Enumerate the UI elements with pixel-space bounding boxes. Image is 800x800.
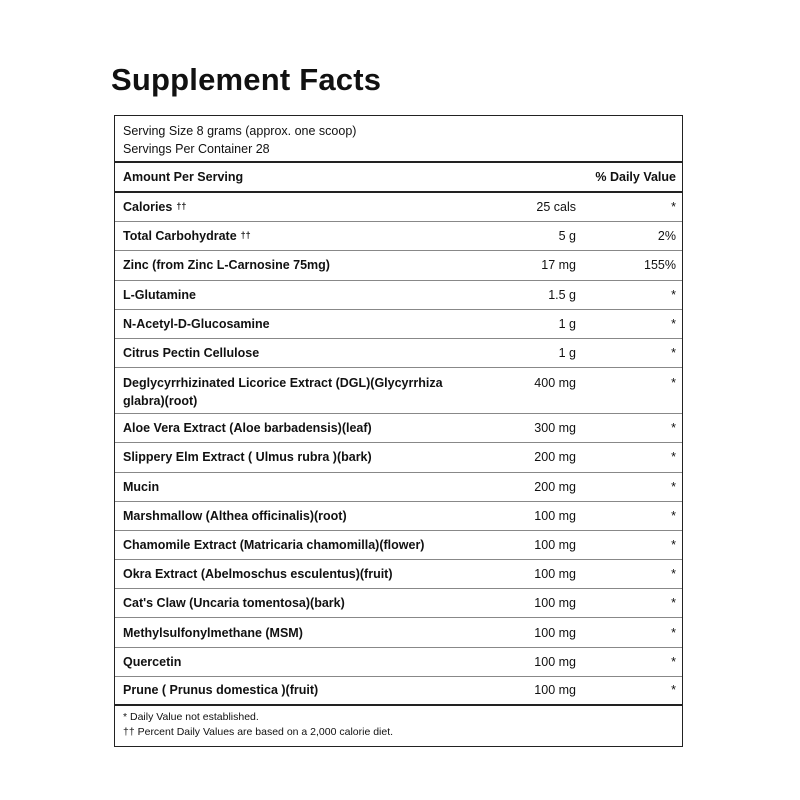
table-row [115, 368, 682, 414]
ingredient-daily-value: * [671, 479, 676, 494]
ingredient-name: Total Carbohydrate [123, 229, 237, 244]
ingredient-name: Okra Extract (Abelmoschus esculentus)(fruit) [123, 567, 393, 582]
ingredient-name: Slippery Elm Extract ( Ulmus rubra )(bark) [123, 450, 372, 465]
dagger-marker: †† [176, 201, 187, 212]
table-row [115, 560, 682, 589]
ingredient-name: Citrus Pectin Cellulose [123, 346, 260, 361]
ingredient-daily-value: 155% [644, 258, 676, 273]
ingredient-name: Quercetin [123, 654, 182, 669]
ingredient-daily-value: * [671, 683, 676, 698]
dagger-marker: †† [240, 230, 251, 241]
table-row [115, 339, 682, 368]
amount-per-serving-header: Amount Per Serving [123, 170, 244, 184]
table-row [115, 531, 682, 560]
ingredient-amount: 200 mg [534, 450, 576, 465]
ingredient-daily-value: * [671, 316, 676, 331]
ingredient-daily-value: * [671, 625, 676, 640]
ingredient-daily-value: * [671, 421, 676, 436]
table-row [115, 414, 682, 443]
ingredient-daily-value: * [671, 376, 676, 391]
ingredient-amount: 100 mg [534, 508, 576, 523]
ingredient-name: Prune ( Prunus domestica )(fruit) [123, 683, 319, 698]
supplement-facts-panel [114, 115, 683, 747]
ingredient-name: Cat's Claw (Uncaria tomentosa)(bark) [123, 596, 345, 611]
ingredient-amount: 200 mg [534, 479, 576, 494]
ingredient-amount: 1.5 g [548, 287, 576, 302]
ingredient-daily-value: * [671, 508, 676, 523]
ingredient-daily-value: 2% [657, 229, 676, 244]
ingredient-name: Mucin [123, 479, 160, 494]
ingredient-amount: 17 mg [541, 258, 576, 273]
table-header [115, 163, 682, 193]
ingredient-daily-value: * [671, 200, 676, 215]
serving-info [115, 116, 682, 163]
table-row [115, 677, 682, 706]
table-row [115, 443, 682, 472]
ingredient-name: Calories [123, 200, 173, 215]
servings-per-container: Servings Per Container 28 [123, 142, 270, 156]
daily-value-header: % Daily Value [595, 170, 676, 184]
ingredient-amount: 300 mg [534, 421, 576, 436]
ingredient-amount: 100 mg [534, 683, 576, 698]
ingredient-daily-value: * [671, 346, 676, 361]
ingredient-name: Marshmallow (Althea officinalis)(root) [123, 508, 347, 523]
ingredient-amount: 25 cals [536, 200, 576, 215]
ingredient-name: L-Glutamine [123, 287, 196, 302]
table-row [115, 310, 682, 339]
table-row [115, 193, 682, 222]
table-row [115, 589, 682, 618]
ingredient-name: Zinc (from Zinc L-Carnosine 75mg) [123, 258, 330, 273]
ingredient-daily-value: * [671, 450, 676, 465]
ingredient-name: Chamomile Extract (Matricaria chamomilla)(flower) [123, 537, 425, 552]
ingredient-amount: 5 g [558, 229, 576, 244]
ingredient-daily-value: * [671, 537, 676, 552]
ingredient-amount: 100 mg [534, 654, 576, 669]
page-title: Supplement Facts [111, 62, 382, 97]
nutrient-rows [115, 193, 682, 706]
table-row [115, 222, 682, 251]
ingredient-amount: 100 mg [534, 567, 576, 582]
ingredient-name: N-Acetyl-D-Glucosamine [123, 316, 270, 331]
ingredient-amount: 100 mg [534, 537, 576, 552]
ingredient-name: Methylsulfonylmethane (MSM) [123, 625, 303, 640]
ingredient-daily-value: * [671, 567, 676, 582]
ingredient-amount: 100 mg [534, 596, 576, 611]
table-row [115, 251, 682, 280]
serving-size: Serving Size 8 grams (approx. one scoop) [123, 124, 357, 138]
ingredient-daily-value: * [671, 654, 676, 669]
ingredient-amount: 100 mg [534, 625, 576, 640]
ingredient-amount: 1 g [558, 346, 576, 361]
ingredient-name: Aloe Vera Extract (Aloe barbadensis)(leaf) [123, 421, 372, 436]
ingredient-daily-value: * [671, 287, 676, 302]
table-row [115, 281, 682, 310]
footnote-percent-daily: †† Percent Daily Values are based on a 2,000 calorie diet. [123, 726, 394, 738]
table-row [115, 618, 682, 647]
ingredient-amount: 1 g [558, 316, 576, 331]
ingredient-amount: 400 mg [534, 376, 576, 391]
ingredient-name: Deglycyrrhizinated Licorice Extract (DGL)(Glycyrrhiza glabra)(root) [123, 376, 443, 409]
table-row [115, 502, 682, 531]
footnotes [115, 706, 682, 740]
table-row [115, 648, 682, 677]
ingredient-daily-value: * [671, 596, 676, 611]
footnote-daily-value: * Daily Value not established. [123, 711, 259, 723]
table-row [115, 473, 682, 502]
